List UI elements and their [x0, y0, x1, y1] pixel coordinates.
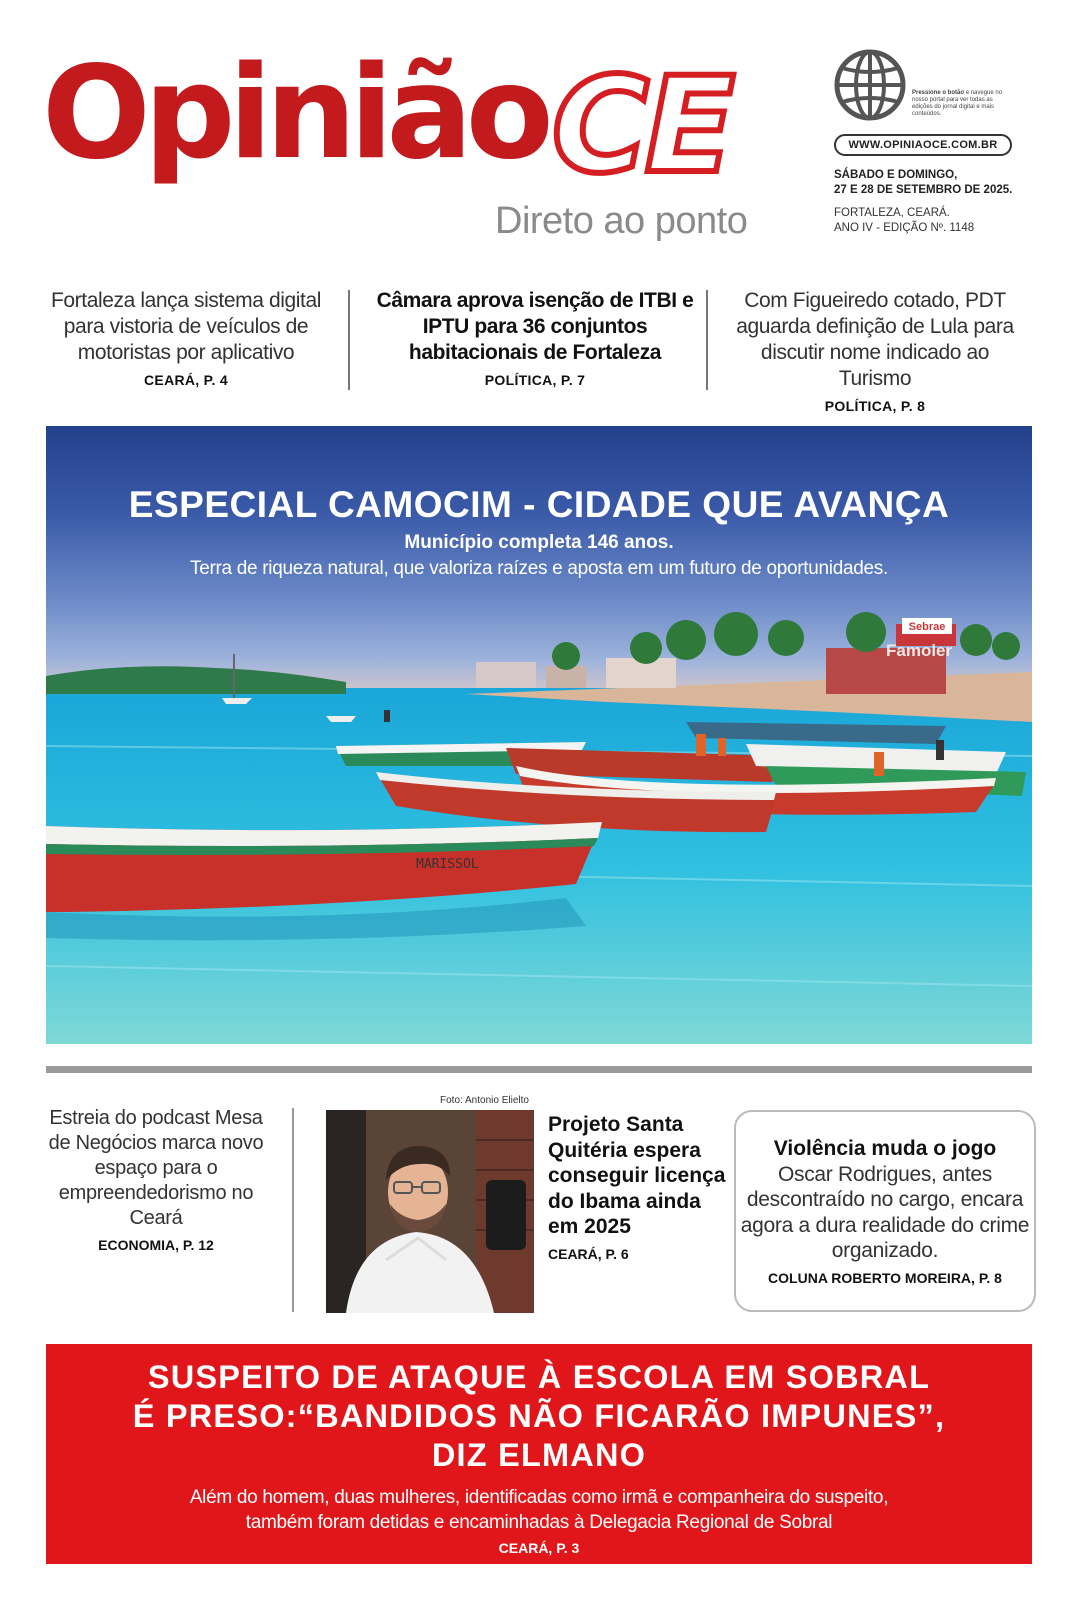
column-text: Oscar Rodrigues, antes descontraído no cargo, encara agora a dura realidade do crime organizado.	[740, 1162, 1030, 1262]
edition-date-line2: 27 E 28 DE SETEMBRO DE 2025.	[834, 183, 1013, 196]
column-roberto-moreira[interactable]	[734, 1110, 1036, 1312]
headline-pdt-turismo[interactable]	[730, 288, 1020, 414]
headline-podcast[interactable]	[40, 1106, 272, 1253]
headline-vistoria[interactable]	[40, 288, 332, 396]
globe-instruction-text: e navegue no nosso portal para ver todas as edições do jornal digital e mais conteúdos.	[912, 90, 1003, 117]
edition-date-line1: SÁBADO E DOMINGO,	[834, 169, 958, 181]
headline-section: POLÍTICA, P. 7	[484, 372, 586, 388]
headline-text: Projeto Santa Quitéria espera conseguir licença do Ibama ainda em 2025	[548, 1113, 726, 1238]
main-story-summary-line2: também foram detidas e encaminhadas à Delegacia Regional de Sobral	[245, 1512, 833, 1533]
column-divider	[706, 290, 708, 390]
headline-section: CEARÁ, P. 4	[144, 372, 228, 388]
main-story-section: CEARÁ, P. 3	[498, 1540, 580, 1556]
headline-text: Com Figueiredo cotado, PDT aguarda definição de Lula para discutir nome indicado ao Turismo	[736, 289, 1014, 390]
headline-section: POLÍTICA, P. 8	[824, 398, 926, 414]
hero-camocim[interactable]	[46, 426, 1032, 1044]
photo-credit: Foto: Antonio Elielto	[440, 1095, 529, 1106]
main-story[interactable]	[46, 1344, 1032, 1564]
globe-icon[interactable]	[834, 48, 906, 124]
logo-tagline: Direto ao ponto	[495, 200, 748, 242]
edition-city: FORTALEZA, CEARÁ.	[834, 207, 950, 219]
edition-date	[834, 168, 1012, 198]
top-headlines	[40, 288, 1028, 414]
headline-text: Fortaleza lança sistema digital para vistoria de veículos de motoristas por aplicativo	[50, 289, 322, 364]
headline-santa-quiteria[interactable]	[548, 1112, 728, 1262]
headline-section: ECONOMIA, P. 12	[98, 1237, 214, 1253]
masthead	[40, 39, 800, 250]
photo-portrait[interactable]	[326, 1110, 534, 1313]
logo-opiniao[interactable]: Opinião	[42, 39, 547, 188]
main-story-title-line3: DIZ ELMANO	[431, 1437, 647, 1473]
hero-title: ESPECIAL CAMOCIM - CIDADE QUE AVANÇA	[128, 484, 950, 525]
headline-section: CEARÁ, P. 6	[548, 1245, 629, 1262]
main-story-title-line1: SUSPEITO DE ATAQUE À ESCOLA EM SOBRAL	[147, 1359, 931, 1395]
headline-text: Estreia do podcast Mesa de Negócios marca novo espaço para o empreendedorismo no Ceará	[48, 1107, 264, 1229]
portrait-image	[326, 1110, 534, 1313]
boat-name: MARISSOL	[416, 857, 479, 872]
section-divider	[46, 1066, 1032, 1073]
column-title: Violência muda o jogo	[773, 1137, 997, 1160]
main-story-title	[46, 1344, 1032, 1475]
site-url-link[interactable]: WWW.OPINIAOCE.COM.BR	[834, 134, 1012, 156]
sign-big-text: Famoler	[886, 641, 953, 660]
edition-number: ANO IV - EDIÇÃO Nº. 1148	[834, 221, 975, 234]
main-story-title-line2: É PRESO:“BANDIDOS NÃO FICARÃO IMPUNES”,	[132, 1398, 946, 1434]
headline-itbi-iptu[interactable]	[370, 288, 700, 396]
main-story-summary-line1: Além do homem, duas mulheres, identificadas como irmã e companheira do suspeito,	[189, 1487, 889, 1508]
sign-text: Sebrae	[908, 621, 946, 633]
hero-subtitle: Município completa 146 anos.	[404, 532, 674, 553]
edition-place	[834, 206, 974, 236]
edition-info	[834, 48, 1044, 248]
globe-instruction-bold: Pressione o botão	[912, 90, 965, 96]
column-divider	[348, 290, 350, 390]
main-story-summary	[46, 1485, 1032, 1535]
globe-instruction	[912, 90, 1008, 118]
column-section: COLUNA ROBERTO MOREIRA, P. 8	[768, 1269, 1002, 1286]
column-divider	[292, 1108, 294, 1312]
hero-description: Terra de riqueza natural, que valoriza raízes e aposta em um futuro de oportunidades.	[190, 558, 888, 579]
logo-ce[interactable]: CE	[552, 49, 732, 203]
headline-text: Câmara aprova isenção de ITBI e IPTU para 36 conjuntos habitacionais de Fortaleza	[376, 289, 694, 364]
